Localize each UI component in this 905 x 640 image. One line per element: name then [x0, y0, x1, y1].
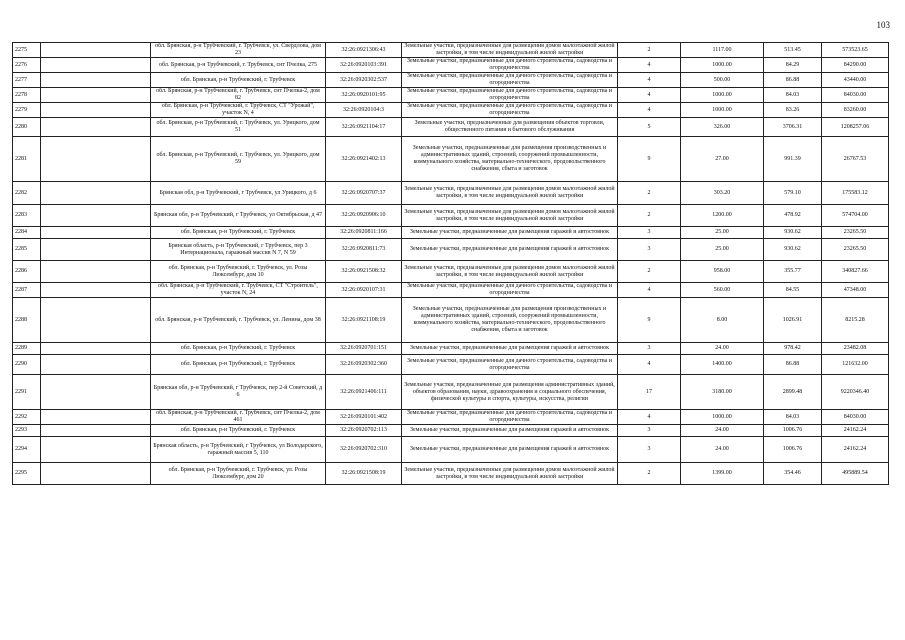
specific-value-cell: 930.62 — [764, 227, 822, 239]
cadastral-value-cell: 84290.00 — [822, 58, 889, 73]
address-cell: Брянская обл, р-н Трубчевский, г Трубчевск, ул Октябрьская, д 47 — [151, 205, 326, 227]
table-row — [13, 410, 889, 425]
empty-cell — [41, 437, 151, 463]
specific-value-cell: 513.45 — [764, 43, 822, 58]
row-number: 2288 — [13, 298, 41, 343]
address-cell: обл. Брянская, р-н Трубчевский, г. Трубчевск, ул. Розы Люксембург, дом 10 — [151, 261, 326, 283]
cadastral-number-cell: 32:26:0920701:151 — [326, 343, 402, 355]
cadastral-value-cell: 8215.28 — [822, 298, 889, 343]
address-cell: Брянская обл, р-н Трубчевский, г Трубчевск, ул Урицкого, д 6 — [151, 182, 326, 205]
land-purpose-cell: Земельные участки, предназначенные для дачного строительства, садоводства и огородничества — [402, 88, 618, 103]
land-purpose-cell: Земельные участки, предназначенные для размещения гаражей и автостоянок — [402, 437, 618, 463]
cadastral-value-cell: 84030.00 — [822, 88, 889, 103]
row-number: 2279 — [13, 103, 41, 118]
specific-value-cell: 2899.48 — [764, 375, 822, 410]
empty-cell — [41, 283, 151, 298]
cadastral-number-cell: 32:26:0920104:3 — [326, 103, 402, 118]
table-row — [13, 355, 889, 375]
empty-cell — [41, 375, 151, 410]
group-cell: 3 — [618, 425, 681, 437]
cadastral-value-cell: 23265.50 — [822, 239, 889, 261]
area-cell: 24.00 — [681, 437, 764, 463]
area-cell: 1000.00 — [681, 88, 764, 103]
area-cell: 25.00 — [681, 239, 764, 261]
address-cell: обл. Брянская, р-н Трубчевский, г. Трубчевск — [151, 227, 326, 239]
table-row — [13, 437, 889, 463]
empty-cell — [41, 410, 151, 425]
land-purpose-cell: Земельные участки, предназначенные для дачного строительства, садоводства и огородничества — [402, 410, 618, 425]
table-row — [13, 425, 889, 437]
address-cell: обл. Брянская, р-н Трубчевский, г. Трубчевск, ул. Урицкого, дом 51 — [151, 118, 326, 137]
address-cell: обл. Брянская, р-н Трубчевский, г. Трубчевск — [151, 425, 326, 437]
group-cell: 2 — [618, 205, 681, 227]
land-purpose-cell: Земельные участки, предназначенные для размещения гаражей и автостоянок — [402, 239, 618, 261]
cadastral-number-cell: 32:26:0920811:166 — [326, 227, 402, 239]
row-number: 2285 — [13, 239, 41, 261]
table-row — [13, 205, 889, 227]
area-cell: 1399.00 — [681, 463, 764, 485]
table-row — [13, 463, 889, 485]
land-purpose-cell: Земельные участки, предназначенные для размещения гаражей и автостоянок — [402, 227, 618, 239]
group-cell: 4 — [618, 88, 681, 103]
row-number: 2291 — [13, 375, 41, 410]
group-cell: 4 — [618, 410, 681, 425]
area-cell: 1117.00 — [681, 43, 764, 58]
address-cell: обл. Брянская, р-н Трубчевский, г. Трубчевск, снт Пчелка-2, дом 461 — [151, 410, 326, 425]
address-cell: обл. Брянская, р-н Трубчевский, г. Трубчевск, СТ "Урожай", участок N, 4 — [151, 103, 326, 118]
table-row — [13, 375, 889, 410]
cadastral-value-cell: 574704.00 — [822, 205, 889, 227]
cadastral-value-cell: 175583.12 — [822, 182, 889, 205]
specific-value-cell: 930.62 — [764, 239, 822, 261]
empty-cell — [41, 43, 151, 58]
land-purpose-cell: Земельные участки, предназначенные для размещения домов малоэтажной жилой застройки, в том числе индивидуальной жилой застройки — [402, 261, 618, 283]
specific-value-cell: 1006.76 — [764, 437, 822, 463]
row-number: 2289 — [13, 343, 41, 355]
row-number: 2292 — [13, 410, 41, 425]
specific-value-cell: 84.03 — [764, 410, 822, 425]
cadastral-number-cell: 32:26:0920302:537 — [326, 73, 402, 88]
group-cell: 2 — [618, 43, 681, 58]
row-number: 2290 — [13, 355, 41, 375]
empty-cell — [41, 182, 151, 205]
cadastral-value-cell: 9220346.40 — [822, 375, 889, 410]
specific-value-cell: 86.88 — [764, 73, 822, 88]
cadastral-value-cell: 1208257.06 — [822, 118, 889, 137]
cadastral-number-cell: 32:26:0921508:32 — [326, 261, 402, 283]
cadastral-number-cell: 32:26:0920906:10 — [326, 205, 402, 227]
table-row — [13, 182, 889, 205]
specific-value-cell: 355.77 — [764, 261, 822, 283]
empty-cell — [41, 137, 151, 182]
specific-value-cell: 86.88 — [764, 355, 822, 375]
empty-cell — [41, 103, 151, 118]
area-cell: 25.00 — [681, 227, 764, 239]
land-purpose-cell: Земельные участки, предназначенные для размещения домов малоэтажной жилой застройки, в том числе индивидуальной жилой застройки — [402, 463, 618, 485]
address-cell: Брянская обл, р-н Трубчевский, г Трубчевск, пер 2-й Советский, д 6 — [151, 375, 326, 410]
land-purpose-cell: Земельные участки, предназначенные для дачного строительства, садоводства и огородничества — [402, 355, 618, 375]
group-cell: 4 — [618, 58, 681, 73]
cadastral-number-cell: 32:26:0921406:111 — [326, 375, 402, 410]
address-cell: Брянская область, р-н Трубчевский, г Трубчевск, ул Володарского, гаражный массив 5, 110 — [151, 437, 326, 463]
area-cell: 303.20 — [681, 182, 764, 205]
land-purpose-cell: Земельные участки, предназначенные для размещения домов малоэтажной жилой застройки, в том числе индивидуальной жилой застройки — [402, 205, 618, 227]
row-number: 2295 — [13, 463, 41, 485]
table-row — [13, 283, 889, 298]
group-cell: 3 — [618, 227, 681, 239]
cadastral-value-cell: 47348.00 — [822, 283, 889, 298]
row-number: 2284 — [13, 227, 41, 239]
group-cell: 4 — [618, 73, 681, 88]
cadastral-value-cell: 24162.24 — [822, 425, 889, 437]
table-row — [13, 298, 889, 343]
cadastral-number-cell: 32:26:0920107:31 — [326, 283, 402, 298]
row-number: 2277 — [13, 73, 41, 88]
empty-cell — [41, 355, 151, 375]
land-purpose-cell: Земельные участки, предназначенные для размещения производственных и административных зданий, строений, сооружений промышленности, коммунального хозяйства, материально-технического, продовольственного снабжения, сбыта и заготовок — [402, 137, 618, 182]
empty-cell — [41, 88, 151, 103]
cadastral-number-cell: 32:26:0920302:360 — [326, 355, 402, 375]
address-cell: обл. Брянская, р-н Трубчевский, г. Трубчевск — [151, 343, 326, 355]
area-cell: 1400.00 — [681, 355, 764, 375]
table-row — [13, 73, 889, 88]
cadastral-value-cell: 83260.00 — [822, 103, 889, 118]
cadastral-value-cell: 43440.00 — [822, 73, 889, 88]
group-cell: 4 — [618, 355, 681, 375]
area-cell: 326.00 — [681, 118, 764, 137]
address-cell: обл. Брянская, р-н Трубчевский, г. Трубчевск, ул. Ленина, дом 38 — [151, 298, 326, 343]
land-purpose-cell: Земельные участки, предназначенные для дачного строительства, садоводства и огородничества — [402, 58, 618, 73]
empty-cell — [41, 58, 151, 73]
cadastral-number-cell: 32:26:0921104:17 — [326, 118, 402, 137]
cadastral-number-cell: 32:26:0920707:37 — [326, 182, 402, 205]
address-cell: обл. Брянская, р-н Трубчевский, г. Трубчевск — [151, 73, 326, 88]
address-cell: Брянская область, р-н Трубчевский, г Трубчевск, пер 3 Интернационала, гаражный массив N 7, N 59 — [151, 239, 326, 261]
group-cell: 3 — [618, 343, 681, 355]
row-number: 2294 — [13, 437, 41, 463]
row-number: 2281 — [13, 137, 41, 182]
address-cell: обл. Брянская, р-н Трубчевский, г. Трубчевск, снт Пчелка-2, дом 82 — [151, 88, 326, 103]
cadastral-number-cell: 32:26:0920101:95 — [326, 88, 402, 103]
cadastral-value-cell: 26767.53 — [822, 137, 889, 182]
address-cell: обл. Брянская, р-н Трубчевский, г. Трубчевск — [151, 355, 326, 375]
specific-value-cell: 991.39 — [764, 137, 822, 182]
row-number: 2286 — [13, 261, 41, 283]
land-purpose-cell: Земельные участки, предназначенные для дачного строительства, садоводства и огородничества — [402, 283, 618, 298]
empty-cell — [41, 298, 151, 343]
row-number: 2293 — [13, 425, 41, 437]
area-cell: 958.00 — [681, 261, 764, 283]
cadastral-number-cell: 32:26:0920702:113 — [326, 425, 402, 437]
table-row — [13, 343, 889, 355]
area-cell: 1200.00 — [681, 205, 764, 227]
group-cell: 2 — [618, 463, 681, 485]
row-number: 2276 — [13, 58, 41, 73]
group-cell: 5 — [618, 118, 681, 137]
area-cell: 27.00 — [681, 137, 764, 182]
group-cell: 2 — [618, 182, 681, 205]
row-number: 2287 — [13, 283, 41, 298]
specific-value-cell: 1006.76 — [764, 425, 822, 437]
land-purpose-cell: Земельные участки, предназначенные для дачного строительства, садоводства и огородничества — [402, 73, 618, 88]
table-row — [13, 118, 889, 137]
area-cell: 24.00 — [681, 425, 764, 437]
land-purpose-cell: Земельные участки, предназначенные для размещения административных зданий, объектов образования, науки, здравоохранения и социального обеспечения, физической культуры и спорта, культуры, искусства, религии — [402, 375, 618, 410]
table-row — [13, 58, 889, 73]
area-cell: 1000.00 — [681, 410, 764, 425]
cadastral-number-cell: 32:26:0920811:73 — [326, 239, 402, 261]
page-number: 103 — [876, 20, 890, 30]
group-cell: 4 — [618, 283, 681, 298]
specific-value-cell: 978.42 — [764, 343, 822, 355]
cadastral-value-cell: 23265.50 — [822, 227, 889, 239]
cadastral-number-cell: 32:26:0921508:19 — [326, 463, 402, 485]
cadastral-number-cell: 32:26:0921402:13 — [326, 137, 402, 182]
area-cell: 1000.00 — [681, 58, 764, 73]
cadastral-value-cell: 495889.54 — [822, 463, 889, 485]
land-purpose-cell: Земельные участки, предназначенные для размещения домов малоэтажной жилой застройки, в том числе индивидуальной жилой застройки — [402, 182, 618, 205]
group-cell: 3 — [618, 437, 681, 463]
cadastral-value-cell: 121632.00 — [822, 355, 889, 375]
area-cell: 1000.00 — [681, 103, 764, 118]
row-number: 2278 — [13, 88, 41, 103]
cadastral-value-table — [12, 42, 889, 485]
group-cell: 17 — [618, 375, 681, 410]
specific-value-cell: 83.26 — [764, 103, 822, 118]
cadastral-number-cell: 32:26:0920702:310 — [326, 437, 402, 463]
specific-value-cell: 3706.31 — [764, 118, 822, 137]
group-cell: 4 — [618, 103, 681, 118]
row-number: 2282 — [13, 182, 41, 205]
address-cell: обл. Брянская, р-н Трубчевский, г. Трубчевск, снт Пчелка, 275 — [151, 58, 326, 73]
land-purpose-cell: Земельные участки, предназначенные для размещения гаражей и автостоянок — [402, 425, 618, 437]
address-cell: обл. Брянская, р-н Трубчевский, г. Трубчевск, СТ "Строитель", участок N, 24 — [151, 283, 326, 298]
table-row — [13, 88, 889, 103]
cadastral-value-cell: 573523.65 — [822, 43, 889, 58]
group-cell: 9 — [618, 298, 681, 343]
land-purpose-cell: Земельные участки, предназначенные для размещения домов малоэтажной жилой застройки, в том числе индивидуальной жилой застройки — [402, 43, 618, 58]
group-cell: 3 — [618, 239, 681, 261]
specific-value-cell: 579.10 — [764, 182, 822, 205]
area-cell: 500.00 — [681, 73, 764, 88]
table-row — [13, 227, 889, 239]
land-purpose-cell: Земельные участки, предназначенные для размещения производственных и административных зданий, строений, сооружений промышленности, коммунального хозяйства, материально-технического, продовольственного снабжения, сбыта и заготовок — [402, 298, 618, 343]
specific-value-cell: 84.29 — [764, 58, 822, 73]
cadastral-value-cell: 23482.08 — [822, 343, 889, 355]
group-cell: 2 — [618, 261, 681, 283]
table-row — [13, 43, 889, 58]
empty-cell — [41, 425, 151, 437]
land-purpose-cell: Земельные участки, предназначенные для размещения гаражей и автостоянок — [402, 343, 618, 355]
cadastral-number-cell: 32:26:0920103:391 — [326, 58, 402, 73]
row-number: 2283 — [13, 205, 41, 227]
table-row — [13, 261, 889, 283]
empty-cell — [41, 239, 151, 261]
cadastral-value-cell: 84030.00 — [822, 410, 889, 425]
address-cell: обл. Брянская, р-н Трубчевский, г. Трубчевск, ул. Свердлова, дом 23 — [151, 43, 326, 58]
cadastral-number-cell: 32:26:0921306:43 — [326, 43, 402, 58]
table-row — [13, 103, 889, 118]
area-cell: 560.00 — [681, 283, 764, 298]
cadastral-number-cell: 32:26:0921108:19 — [326, 298, 402, 343]
specific-value-cell: 478.92 — [764, 205, 822, 227]
cadastral-value-cell: 24162.24 — [822, 437, 889, 463]
table-row — [13, 239, 889, 261]
land-purpose-cell: Земельные участки, предназначенные для дачного строительства, садоводства и огородничества — [402, 103, 618, 118]
address-cell: обл. Брянская, р-н Трубчевский, г. Трубчевск, ул. Розы Люксембург, дом 20 — [151, 463, 326, 485]
empty-cell — [41, 73, 151, 88]
empty-cell — [41, 227, 151, 239]
land-purpose-cell: Земельные участки, предназначенные для размещения объектов торговли, общественного питания и бытового обслуживания — [402, 118, 618, 137]
specific-value-cell: 84.55 — [764, 283, 822, 298]
empty-cell — [41, 261, 151, 283]
cadastral-number-cell: 32:26:0920101:402 — [326, 410, 402, 425]
empty-cell — [41, 205, 151, 227]
empty-cell — [41, 343, 151, 355]
area-cell: 24.00 — [681, 343, 764, 355]
table-body — [13, 43, 889, 485]
row-number: 2275 — [13, 43, 41, 58]
row-number: 2280 — [13, 118, 41, 137]
cadastral-value-cell: 340827.66 — [822, 261, 889, 283]
group-cell: 9 — [618, 137, 681, 182]
table-row — [13, 137, 889, 182]
specific-value-cell: 354.46 — [764, 463, 822, 485]
empty-cell — [41, 463, 151, 485]
specific-value-cell: 1026.91 — [764, 298, 822, 343]
specific-value-cell: 84.03 — [764, 88, 822, 103]
address-cell: обл. Брянская, р-н Трубчевский, г. Трубчевск, ул. Урицкого, дом 59 — [151, 137, 326, 182]
empty-cell — [41, 118, 151, 137]
area-cell: 3180.00 — [681, 375, 764, 410]
area-cell: 8.00 — [681, 298, 764, 343]
